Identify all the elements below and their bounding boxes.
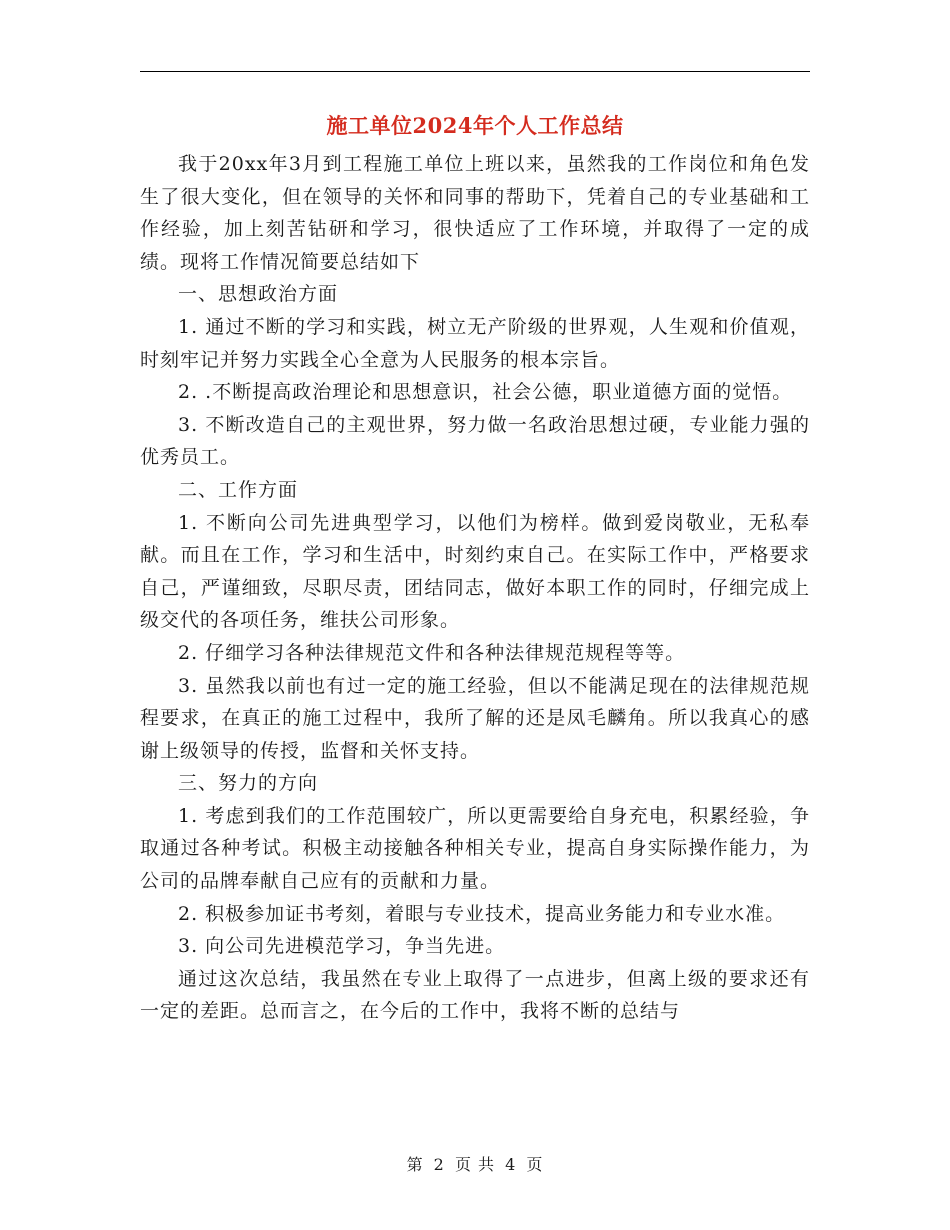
- footer-middle: 页 共: [454, 1155, 496, 1174]
- list-item-direction-3: 3. 向公司先进模范学习，争当先进。: [178, 935, 506, 958]
- list-item-political-3: 3. 不断改造自己的主观世界，努力做一名政治思想过硬，专业能力强的优秀员工。: [140, 413, 810, 469]
- section-heading-direction: 三、努力的方向: [178, 772, 319, 795]
- list-item-work-3: 3. 虽然我以前也有过一定的施工经验，但以不能满足现在的法律规范规程要求，在真正的施工过程中，我所了解的还是凤毛麟角。所以我真心的感谢上级领导的传授，监督和关怀支持。: [140, 674, 810, 762]
- footer-suffix: 页: [526, 1155, 544, 1174]
- document-body: [140, 148, 810, 1028]
- list-item-work-1: 1. 不断向公司先进典型学习，以他们为榜样。做到爱岗敬业，无私奉献。而且在工作，学习和生活中，时刻约束自己。在实际工作中，严格要求自己，严谨细致，尽职尽责，团结同志，做好本职工作的同时，仔细完成上级交代的各项任务，维扶公司形象。: [140, 511, 810, 632]
- page-footer: [0, 1152, 950, 1175]
- list-item-work-2: 2. 仔细学习各种法律规范文件和各种法律规范规程等等。: [178, 641, 686, 664]
- list-item-direction-2: 2. 积极参加证书考刻，着眼与专业技术，提高业务能力和专业水准。: [178, 902, 786, 925]
- section-heading-political: 一、思想政治方面: [178, 283, 339, 306]
- list-item-political-1: 1. 通过不断的学习和实践，树立无产阶级的世界观，人生观和价值观，时刻牢记并努力实践全心全意为人民服务的根本宗旨。: [140, 315, 810, 371]
- list-item-political-2: 2. .不断提高政治理论和思想意识，社会公德，职业道德方面的觉悟。: [178, 381, 793, 404]
- footer-page-number: 2: [433, 1155, 445, 1174]
- list-item-direction-1: 1. 考虑到我们的工作范围较广，所以更需要给自身充电，积累经验，争取通过各种考试。积极主动接触各种相关专业，提高自身实际操作能力，为公司的品牌奉献自己应有的贡献和力量。: [140, 804, 810, 893]
- document-title: 施工单位2024年个人工作总结: [326, 113, 624, 138]
- section-heading-work: 二、工作方面: [178, 478, 299, 501]
- header-rule: [140, 71, 810, 72]
- paragraph-conclusion: 通过这次总结，我虽然在专业上取得了一点进步，但离上级的要求还有一定的差距。总而言之，在今后的工作中，我将不断的总结与: [140, 967, 810, 1023]
- footer-prefix: 第: [406, 1155, 424, 1174]
- paragraph-intro: 我于20xx年3月到工程施工单位上班以来，虽然我的工作岗位和角色发生了很大变化，但在领导的关怀和同事的帮助下，凭着自己的专业基础和工作经验，加上刻苦钻研和学习，很快适应了工作环境，并取得了一定的成绩。现将工作情况简要总结如下: [140, 153, 810, 273]
- footer-total-pages: 4: [505, 1155, 517, 1174]
